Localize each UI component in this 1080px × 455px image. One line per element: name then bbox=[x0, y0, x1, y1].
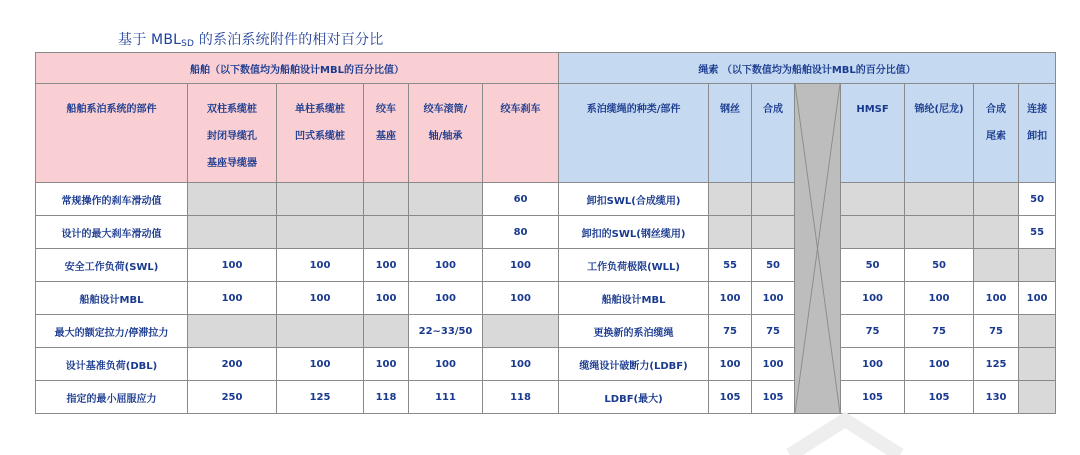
rope-value-cell: 75 bbox=[709, 315, 752, 348]
ship-value-cell: 200 bbox=[188, 348, 277, 381]
ship-value-cell: 100 bbox=[364, 249, 409, 282]
ship-value-cell: 100 bbox=[277, 249, 364, 282]
shackle-value-cell: 50 bbox=[1019, 183, 1056, 216]
ship-value-cell: 100 bbox=[277, 348, 364, 381]
header-line: 尾索 bbox=[986, 131, 1007, 142]
rope-row-label: 缆绳设计破断力(LDBF) bbox=[559, 348, 709, 381]
ship-column-header bbox=[36, 84, 188, 183]
ship-column-header bbox=[188, 84, 277, 183]
rope-value-cell bbox=[841, 216, 905, 249]
rope-value-cell: 50 bbox=[905, 249, 974, 282]
rope-value-cell: 75 bbox=[974, 315, 1019, 348]
ship-group-header: 船舶（以下数值均为船舶设计MBL的百分比值） bbox=[36, 53, 559, 84]
table-row bbox=[36, 183, 1056, 216]
ship-value-cell: 100 bbox=[277, 282, 364, 315]
header-line: 凹式系缆桩 bbox=[295, 131, 345, 142]
table-caption bbox=[118, 29, 383, 49]
ship-value-cell bbox=[277, 183, 364, 216]
header-line: 单柱系缆桩 bbox=[295, 104, 345, 115]
table-row bbox=[36, 348, 1056, 381]
rope-column-header bbox=[905, 84, 974, 183]
rope-row-label: 卸扣SWL(合成缆用) bbox=[559, 183, 709, 216]
ship-value-cell bbox=[364, 183, 409, 216]
rope-column-header bbox=[752, 84, 795, 183]
ship-value-cell bbox=[277, 315, 364, 348]
table-row bbox=[36, 216, 1056, 249]
rope-column-header bbox=[559, 84, 709, 183]
ship-value-cell bbox=[277, 216, 364, 249]
shackle-value-cell: 100 bbox=[1019, 282, 1056, 315]
rope-column-header bbox=[1019, 84, 1056, 183]
ship-value-cell bbox=[364, 315, 409, 348]
rope-value-cell: 50 bbox=[841, 249, 905, 282]
cross-mark-icon bbox=[795, 84, 840, 413]
row-label: 最大的额定拉力/停滞拉力 bbox=[36, 315, 188, 348]
rope-column-header bbox=[841, 84, 905, 183]
rope-row-label: LDBF(最大) bbox=[559, 381, 709, 414]
ship-column-header bbox=[277, 84, 364, 183]
rope-value-cell: 100 bbox=[974, 282, 1019, 315]
column-header-row bbox=[36, 84, 1056, 183]
rope-value-cell: 125 bbox=[974, 348, 1019, 381]
rope-value-cell: 50 bbox=[752, 249, 795, 282]
rope-value-cell: 100 bbox=[905, 348, 974, 381]
rope-value-cell: 100 bbox=[841, 282, 905, 315]
ship-value-cell: 111 bbox=[409, 381, 483, 414]
rope-row-label: 卸扣的SWL(钢丝缆用) bbox=[559, 216, 709, 249]
ship-value-cell: 100 bbox=[483, 348, 559, 381]
rope-value-cell: 105 bbox=[905, 381, 974, 414]
rope-value-cell bbox=[709, 183, 752, 216]
rope-value-cell bbox=[974, 249, 1019, 282]
row-label: 设计的最大刹车滑动值 bbox=[36, 216, 188, 249]
rope-value-cell bbox=[709, 216, 752, 249]
shackle-value-cell bbox=[1019, 249, 1056, 282]
shackle-value-cell: 55 bbox=[1019, 216, 1056, 249]
row-label: 常规操作的刹车滑动值 bbox=[36, 183, 188, 216]
ship-value-cell: 125 bbox=[277, 381, 364, 414]
ship-column-header bbox=[409, 84, 483, 183]
ship-value-cell: 22~33/50 bbox=[409, 315, 483, 348]
rope-value-cell: 105 bbox=[841, 381, 905, 414]
header-line: 绞车刹车 bbox=[500, 104, 541, 115]
rope-value-cell bbox=[752, 216, 795, 249]
caption-prefix: 基于 MBL bbox=[118, 32, 182, 48]
rope-row-label: 工作负荷极限(WLL) bbox=[559, 249, 709, 282]
ship-column-header bbox=[483, 84, 559, 183]
ship-value-cell: 60 bbox=[483, 183, 559, 216]
rope-value-cell: 100 bbox=[905, 282, 974, 315]
row-label: 安全工作负荷(SWL) bbox=[36, 249, 188, 282]
ship-value-cell: 100 bbox=[409, 348, 483, 381]
ship-value-cell: 80 bbox=[483, 216, 559, 249]
table-row bbox=[36, 315, 1056, 348]
ship-value-cell: 100 bbox=[409, 282, 483, 315]
header-line: 基座 bbox=[376, 131, 396, 142]
rope-value-cell: 105 bbox=[709, 381, 752, 414]
rope-value-cell: 100 bbox=[709, 348, 752, 381]
rope-value-cell: 55 bbox=[709, 249, 752, 282]
ship-value-cell bbox=[409, 183, 483, 216]
ship-value-cell: 118 bbox=[364, 381, 409, 414]
rope-value-cell: 100 bbox=[841, 348, 905, 381]
header-line: 锦纶(尼龙) bbox=[914, 104, 964, 115]
ship-value-cell bbox=[409, 216, 483, 249]
table-row bbox=[36, 249, 1056, 282]
header-line: 绞车 bbox=[376, 104, 396, 115]
rope-value-cell: 100 bbox=[709, 282, 752, 315]
shackle-value-cell bbox=[1019, 381, 1056, 414]
header-line: 绞车滚筒/ bbox=[423, 104, 468, 115]
header-line: 双柱系缆桩 bbox=[207, 104, 257, 115]
ship-value-cell bbox=[188, 315, 277, 348]
ship-value-cell: 100 bbox=[364, 348, 409, 381]
shackle-value-cell bbox=[1019, 315, 1056, 348]
header-line: 轴/轴承 bbox=[428, 131, 463, 142]
rope-value-cell: 100 bbox=[752, 348, 795, 381]
rope-value-cell: 75 bbox=[841, 315, 905, 348]
watermark-shape bbox=[770, 395, 920, 455]
ship-value-cell bbox=[188, 183, 277, 216]
table-row bbox=[36, 282, 1056, 315]
header-line: 基座导缆器 bbox=[207, 158, 257, 169]
rope-value-cell bbox=[905, 183, 974, 216]
rope-row-label: 更换新的系泊缆绳 bbox=[559, 315, 709, 348]
ship-value-cell bbox=[483, 315, 559, 348]
rope-column-header bbox=[709, 84, 752, 183]
caption-subscript: SD bbox=[181, 39, 195, 49]
ship-value-cell: 100 bbox=[483, 282, 559, 315]
row-label: 设计基准负荷(DBL) bbox=[36, 348, 188, 381]
ship-value-cell: 250 bbox=[188, 381, 277, 414]
rope-column-header bbox=[974, 84, 1019, 183]
ship-value-cell: 100 bbox=[188, 249, 277, 282]
rope-value-cell bbox=[905, 216, 974, 249]
ship-value-cell: 100 bbox=[188, 282, 277, 315]
header-line: 连接 bbox=[1027, 104, 1048, 115]
ship-value-cell: 100 bbox=[364, 282, 409, 315]
rope-value-cell bbox=[841, 183, 905, 216]
ship-value-cell bbox=[188, 216, 277, 249]
header-line: 钢丝 bbox=[720, 104, 741, 115]
ship-value-cell: 100 bbox=[409, 249, 483, 282]
group-header-row bbox=[36, 53, 1056, 84]
rope-group-header: 绳索 （以下数值均为船舶设计MBL的百分比值） bbox=[559, 53, 1056, 84]
row-label: 船舶设计MBL bbox=[36, 282, 188, 315]
rope-value-cell bbox=[974, 216, 1019, 249]
rope-value-cell: 130 bbox=[974, 381, 1019, 414]
rope-value-cell bbox=[974, 183, 1019, 216]
ship-value-cell: 100 bbox=[483, 249, 559, 282]
row-label: 指定的最小屈服应力 bbox=[36, 381, 188, 414]
caption-suffix: 的系泊系统附件的相对百分比 bbox=[194, 32, 384, 48]
rope-value-cell: 75 bbox=[752, 315, 795, 348]
shackle-value-cell bbox=[1019, 348, 1056, 381]
header-line: 系泊缆绳的种类/部件 bbox=[586, 104, 681, 115]
rope-value-cell: 100 bbox=[752, 282, 795, 315]
header-line: 合成 bbox=[986, 104, 1007, 115]
mooring-percentage-table bbox=[35, 52, 1056, 414]
rope-value-cell: 105 bbox=[752, 381, 795, 414]
header-line: 卸扣 bbox=[1027, 131, 1048, 142]
header-line: 船舶系泊系统的部件 bbox=[66, 104, 157, 115]
header-line: HMSF bbox=[856, 104, 889, 115]
crossed-out-column bbox=[795, 84, 841, 414]
ship-column-header bbox=[364, 84, 409, 183]
rope-row-label: 船舶设计MBL bbox=[559, 282, 709, 315]
header-line: 封闭导缆孔 bbox=[207, 131, 257, 142]
header-line: 合成 bbox=[763, 104, 784, 115]
rope-value-cell: 75 bbox=[905, 315, 974, 348]
ship-value-cell: 118 bbox=[483, 381, 559, 414]
rope-value-cell bbox=[752, 183, 795, 216]
ship-value-cell bbox=[364, 216, 409, 249]
